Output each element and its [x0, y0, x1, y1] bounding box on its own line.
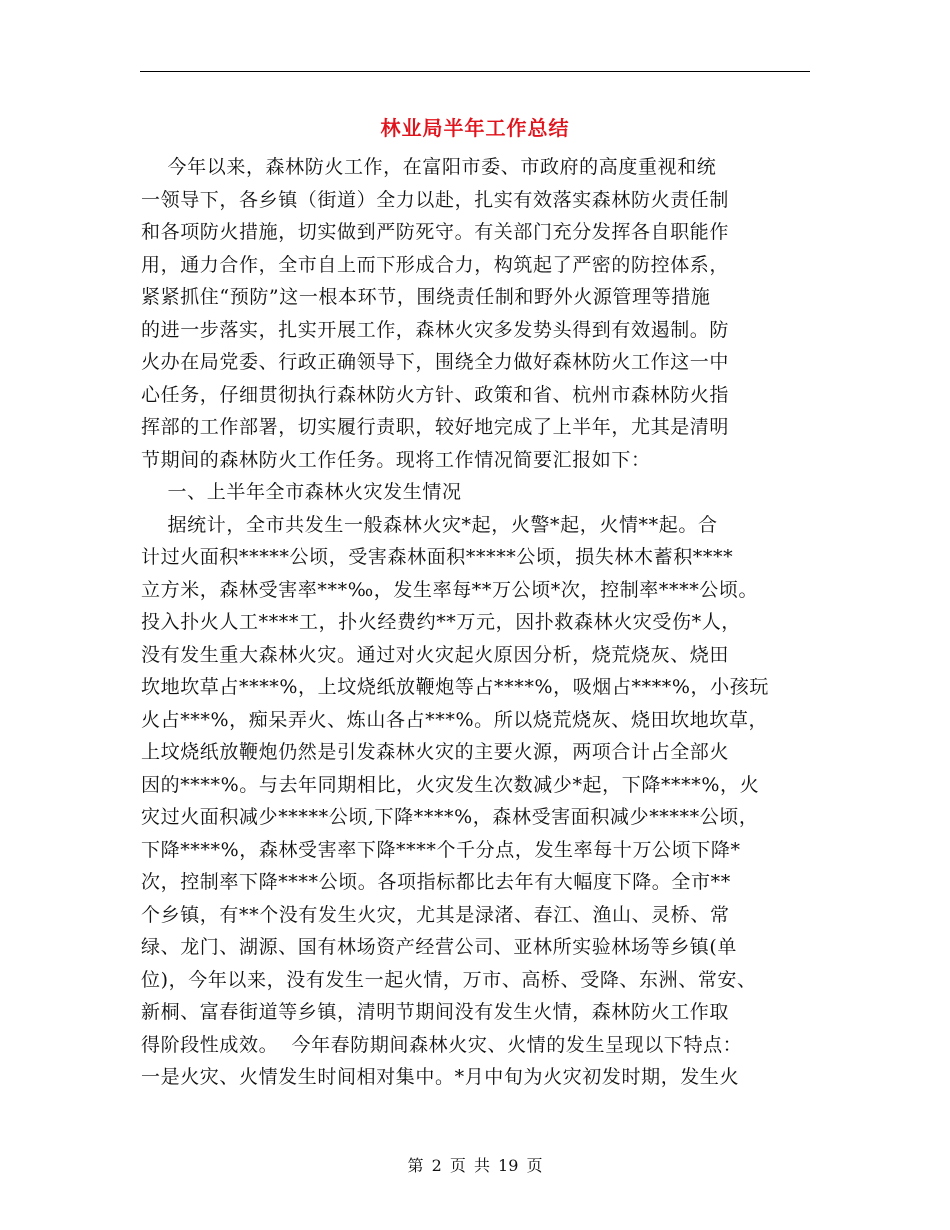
body-line: 火占***%，痴呆弄火、炼山各占***%。所以烧荒烧灰、烧田坎地坎草，	[141, 708, 769, 731]
body-line: 灾过火面积减少*****公顷,下降****%，森林受害面积减少*****公顷，	[141, 806, 759, 828]
body-line: 得阶段性成效。 今年春防期间森林火灾、火情的发生呈现以下特点：	[141, 1033, 743, 1056]
body-line: 的进一步落实，扎实开展工作，森林火灾多发势头得到有效遏制。防	[141, 318, 730, 341]
body-line: 绿、龙门、湖源、国有林场资产经营公司、亚林所实验林场等乡镇(单	[141, 936, 738, 958]
body-line: 新桐、富春街道等乡镇，清明节期间没有发生火情，森林防火工作取	[141, 1001, 730, 1023]
body-line: 用，通力合作，全市自上而下形成合力，构筑起了严密的防控体系，	[141, 253, 730, 276]
body-line: 没有发生重大森林火灾。通过对火灾起火原因分析，烧荒烧灰、烧田	[141, 643, 730, 666]
body-line: 个乡镇，有**个没有发生火灾，尤其是渌渚、春江、渔山、灵桥、常	[141, 903, 730, 926]
body-line: 计过火面积*****公顷，受害森林面积*****公顷，损失林木蓄积****	[141, 546, 734, 568]
body-line: 一领导下，各乡镇（街道）全力以赴，扎实有效落实森林防火责任制	[141, 188, 730, 211]
body-line: 因的****%。与去年同期相比，火灾发生次数减少*起，下降****%，火	[141, 773, 760, 796]
body-line: 立方米，森林受害率***‰，发生率每**万公顷*次，控制率****公顷。	[141, 578, 759, 601]
document-body	[141, 151, 813, 1094]
body-line: 心任务，仔细贯彻执行森林防火方针、政策和省、杭州市森林防火指	[141, 383, 730, 406]
body-line: 坎地坎草占****%，上坟烧纸放鞭炮等占****%，吸烟占****%，小孩玩	[141, 676, 769, 698]
body-line: 紧紧抓住“预防”这一根本环节，围绕责任制和野外火源管理等措施	[141, 286, 711, 308]
body-line: 节期间的森林防火工作任务。现将工作情况简要汇报如下：	[141, 448, 651, 471]
header-rule	[140, 71, 810, 72]
body-line: 下降****%，森林受害率下降****个千分点，发生率每十万公顷下降*	[141, 838, 741, 861]
body-line: 据统计，全市共发生一般森林火灾*起，火警*起，火情**起。合	[141, 513, 718, 536]
body-line: 位)，今年以来，没有发生一起火情，万市、高桥、受降、东洲、常安、	[141, 968, 757, 991]
body-line: 一是火灾、火情发生时间相对集中。*月中旬为火灾初发时期，发生火	[141, 1066, 740, 1088]
section-heading: 一、上半年全市森林火灾发生情况	[141, 481, 462, 503]
body-line: 次，控制率下降****公顷。各项指标都比去年有大幅度下降。全市**	[141, 871, 731, 893]
body-line: 和各项防火措施，切实做到严防死守。有关部门充分发挥各自职能作	[141, 221, 730, 243]
body-line: 上坟烧纸放鞭炮仍然是引发森林火灾的主要火源，两项合计占全部火	[141, 741, 730, 763]
body-line: 投入扑火人工****工，扑火经费约**万元，因扑救森林火灾受伤*人，	[141, 611, 741, 633]
body-line: 今年以来，森林防火工作，在富阳市委、市政府的高度重视和统	[141, 156, 717, 178]
document-title: 林业局半年工作总结	[380, 116, 570, 140]
page-number: 第 2 页 共 19 页	[407, 1156, 543, 1175]
body-line: 火办在局党委、行政正确领导下，围绕全力做好森林防火工作这一中	[141, 351, 730, 373]
body-line: 挥部的工作部署，切实履行责职，较好地完成了上半年，尤其是清明	[141, 416, 730, 438]
